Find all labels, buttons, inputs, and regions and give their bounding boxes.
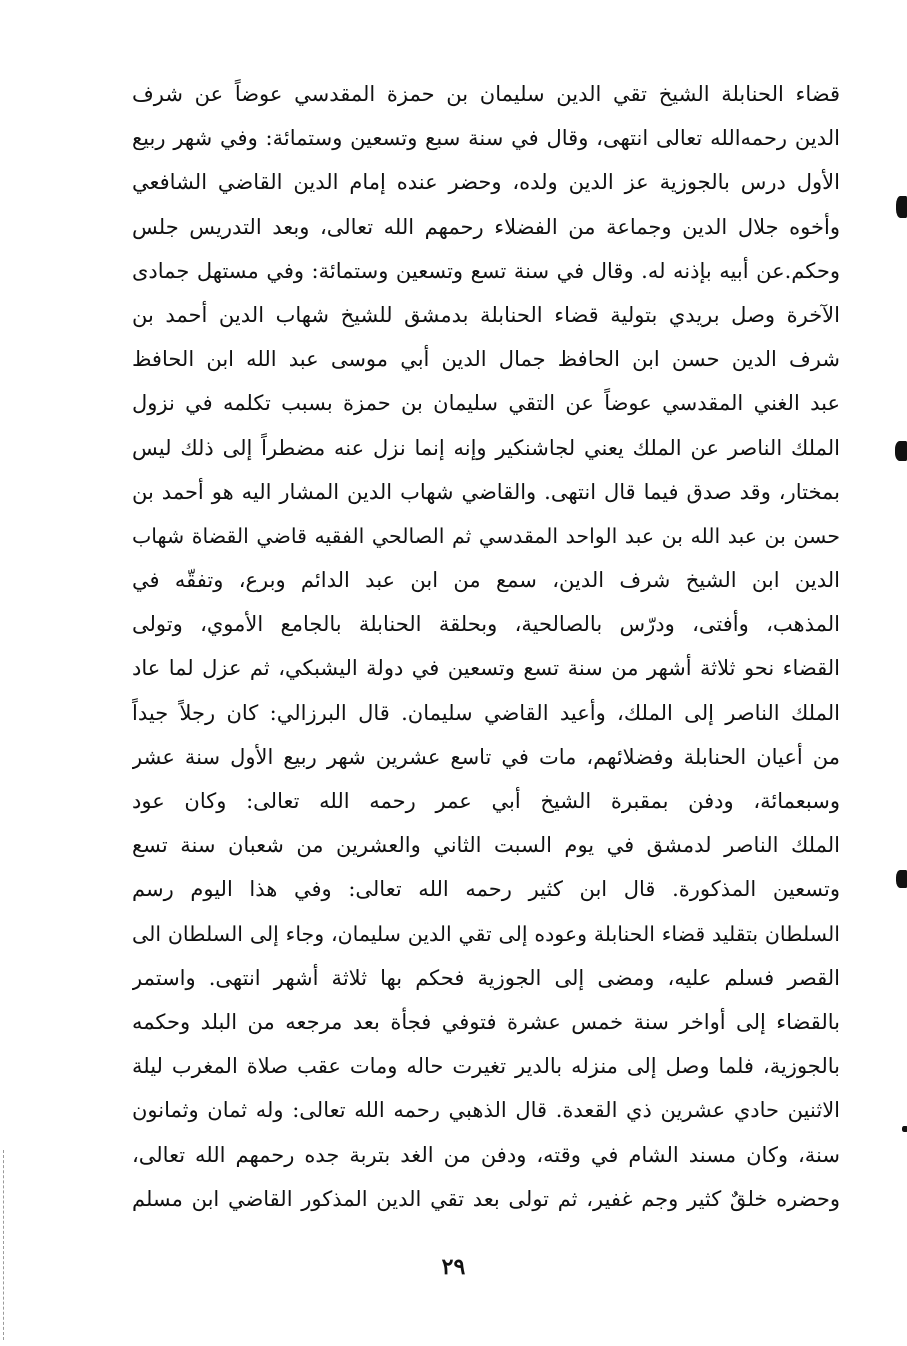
- text-line: الملك الناصر لدمشق في يوم السبت الثاني والعشرين من شعبان سنة تسع: [132, 833, 840, 858]
- text-line: الدين رحمه‌الله تعالى انتهى، وقال في سنة سبع وتسعين وستمائة: وفي شهر ربيع: [132, 126, 840, 151]
- text-line: شرف الدين حسن ابن الحافظ جمال الدين أبي موسى عبد الله ابن الحافظ: [132, 347, 840, 372]
- text-line: سنة، وكان مسند الشام في وقته، ودفن من الغد بتربة جده رحمهم الله تعالى،: [132, 1142, 840, 1167]
- text-line: وحضره خلقٌ كثير وجم غفير، ثم تولى بعد تقي الدين المذكور القاضي ابن مسلم: [132, 1186, 840, 1211]
- page-edge-mark: [896, 196, 907, 218]
- text-line: الأول درس بالجوزية عز الدين ولده، وحضر عنده إمام الدين القاضي الشافعي: [132, 170, 840, 195]
- page-edge-mark: [902, 1126, 907, 1132]
- page-edge-mark: [896, 870, 907, 888]
- text-line: وسبعمائة، ودفن بمقبرة الشيخ أبي عمر رحمه الله تعالى: وكان عود: [132, 789, 840, 813]
- scan-margin-marks: [3, 1150, 6, 1340]
- text-line: الاثنين حادي عشرين ذي القعدة. قال الذهبي رحمه الله تعالى: وله ثمان وثمانون: [132, 1098, 840, 1123]
- text-line: الدين ابن الشيخ شرف الدين، سمع من ابن عبد الدائم وبرع، وتفقّه في: [132, 568, 840, 593]
- text-line: الملك الناصر إلى الملك، وأعيد القاضي سليمان. قال البرزالي: كان رجلاً جيداً: [132, 700, 840, 725]
- text-line: المذهب، وأفتى، ودرّس بالصالحية، وبحلقة الحنابلة بالجامع الأموي، وتولى: [132, 612, 840, 637]
- body-text: [132, 72, 840, 1221]
- text-line: عبد الغني المقدسي عوضاً عن التقي سليمان بن حمزة بسبب تكلمه في نزول: [132, 391, 840, 416]
- text-line: وتسعين المذكورة. قال ابن كثير رحمه الله تعالى: وفي هذا اليوم رسم: [132, 877, 840, 902]
- text-line: بمختار، وقد صدق فيما قال انتهى. والقاضي شهاب الدين المشار اليه هو أحمد بن: [132, 479, 840, 504]
- text-line: وأخوه جلال الدين وجماعة من الفضلاء رحمهم الله تعالى، وبعد التدريس جلس: [132, 214, 840, 239]
- text-line: الملك الناصر عن الملك يعني لجاشنكير وإنه إنما نزل عنه مضطراً إلى ذلك ليس: [132, 435, 840, 460]
- text-line: القضاء نحو ثلاثة أشهر من سنة تسع وتسعين في دولة اليشبكي، ثم عزل لما عاد: [132, 656, 840, 681]
- page-number: ٢٩: [441, 1254, 466, 1280]
- page-edge-mark: [895, 441, 907, 461]
- text-line: قضاء الحنابلة الشيخ تقي الدين سليمان بن حمزة المقدسي عوضاً عن شرف: [132, 82, 840, 106]
- text-line: وحكم.عن أبيه بإذنه له. وقال في سنة تسع وتسعين وستمائة: وفي مستهل جمادى: [132, 258, 840, 283]
- text-line: الآخرة وصل بريدي بتولية قضاء الحنابلة بدمشق للشيخ شهاب الدين أحمد بن: [132, 302, 840, 327]
- text-line: بالجوزية، فلما وصل إلى منزله بالدير تغيرت حاله ومات عقب صلاة المغرب ليلة: [132, 1054, 840, 1079]
- text-line: من أعيان الحنابلة وفضلائهم، مات في تاسع عشرين شهر ربيع الأول سنة عشر: [132, 744, 840, 769]
- text-line: السلطان بتقليد قضاء الحنابلة وعوده إلى تقي الدين سليمان، وجاء إلى السلطان الى: [132, 921, 840, 946]
- text-line: القصر فسلم عليه، ومضى إلى الجوزية فحكم بها ثلاثة أشهر انتهى. واستمر: [132, 965, 840, 990]
- text-line: بالقضاء إلى أواخر سنة خمس عشرة فتوفي فجأة بعد مرجعه من البلد وحكمه: [132, 1009, 840, 1034]
- text-line: حسن بن عبد الله بن عبد الواحد المقدسي ثم الصالحي الفقيه قاضي القضاة شهاب: [132, 523, 840, 548]
